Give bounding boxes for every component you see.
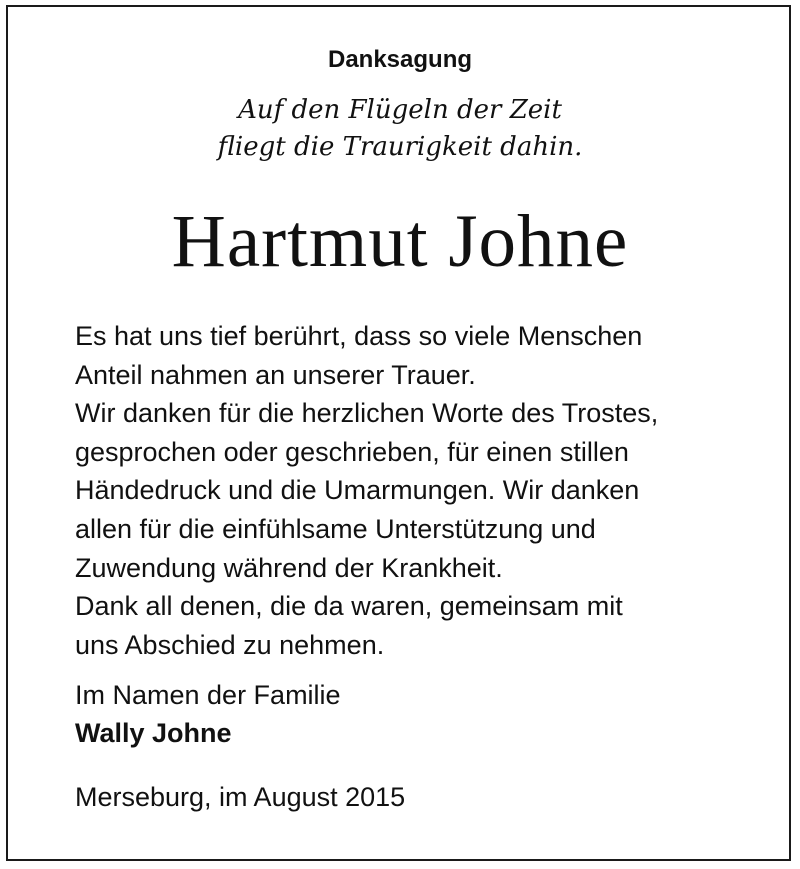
place-date: Merseburg, im August 2015 [75, 782, 406, 812]
closing-line: Im Namen der Familie [75, 680, 341, 710]
text-line: allen für die einfühlsame Unterstützung und [75, 513, 596, 544]
thanks-text [75, 317, 658, 664]
text-line: gesprochen oder geschrieben, für einen stillen [75, 436, 629, 467]
text-line: Dank all denen, die da waren, gemeinsam mit [75, 591, 623, 622]
notice-title: Danksagung [327, 46, 473, 73]
signer-name: Wally Johne [75, 718, 232, 748]
closing-block [75, 676, 341, 752]
text-line: Händedruck und die Umarmungen. Wir danken [75, 475, 640, 506]
text-line: Zuwendung während der Krankheit. [75, 552, 503, 583]
deceased-name: Hartmut Johne [171, 200, 629, 283]
text-line: Anteil nahmen an unserer Trauer. [75, 359, 476, 390]
text-line: Es hat uns tief berührt, dass so viele Menschen [75, 321, 643, 351]
motto [0, 92, 800, 166]
motto-line: Auf den Flügeln der Zeit [238, 95, 562, 125]
text-line: Wir danken für die herzlichen Worte des Trostes, [75, 398, 659, 429]
motto-line: fliegt die Traurigkeit dahin. [217, 132, 583, 162]
text-line: uns Abschied zu nehmen. [75, 629, 385, 660]
